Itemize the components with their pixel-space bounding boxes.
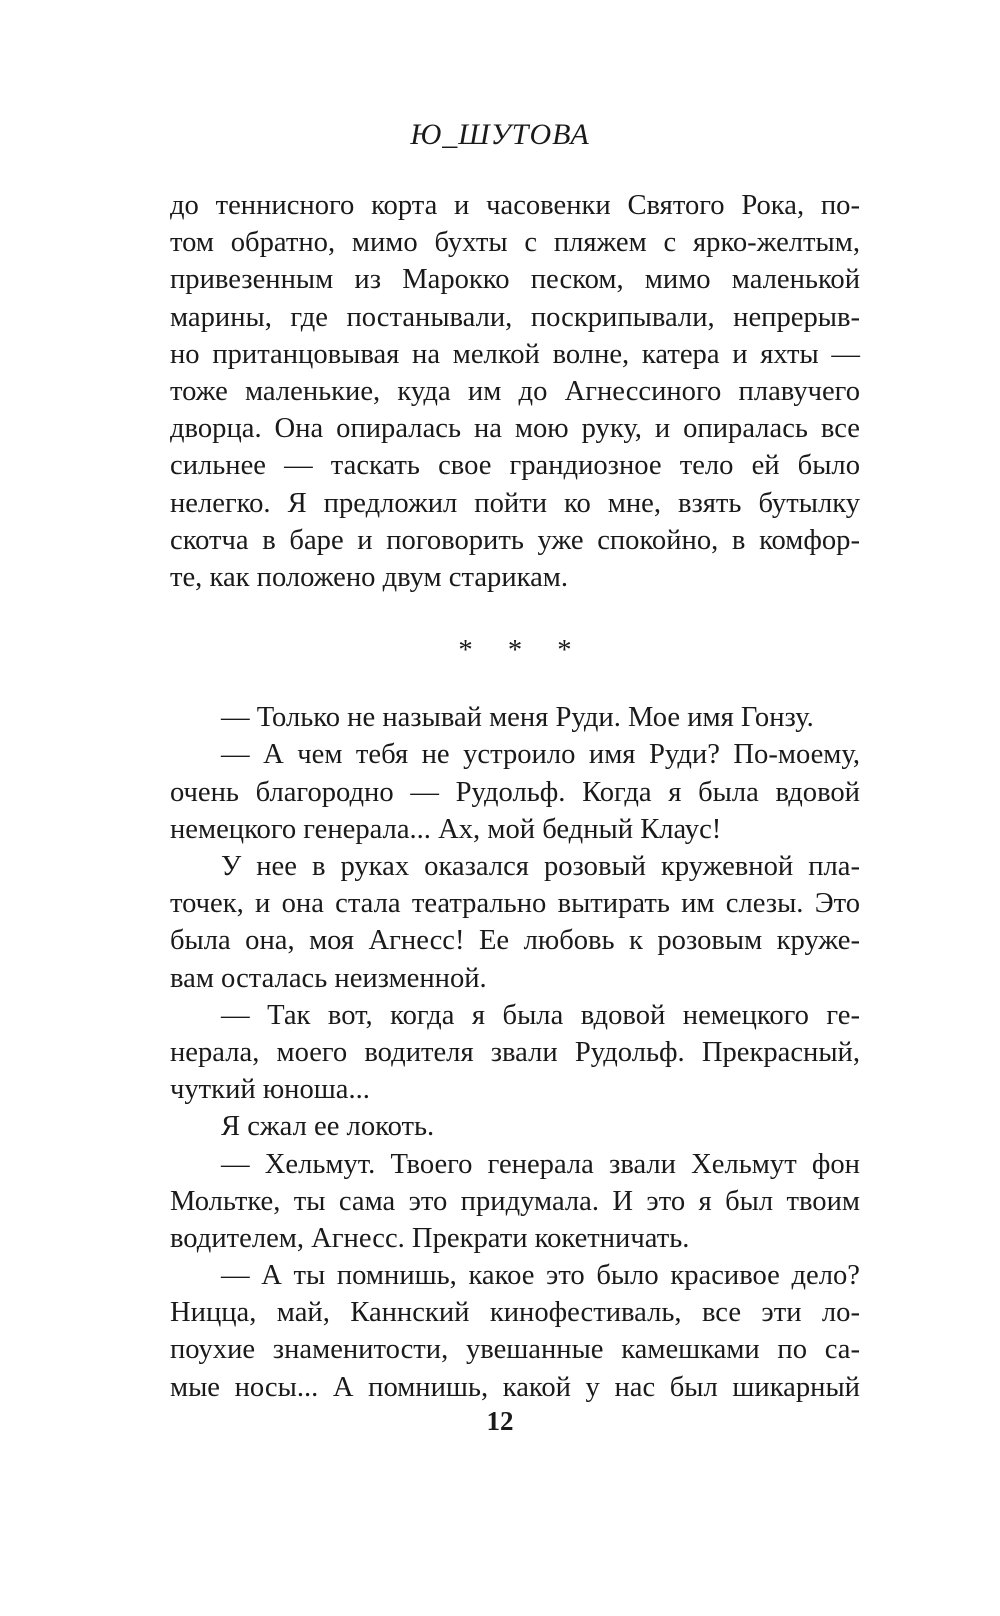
text-line: чуткий юноша... xyxy=(170,1074,370,1106)
text-line: была она, моя Агнесс! Ее любовь к розовым круже- xyxy=(170,925,860,957)
text-line: нелегко. Я предложил пойти ко мне, взять бутылку xyxy=(170,487,860,519)
text-line: водителем, Агнесс. Прекрати кокетничать. xyxy=(170,1222,690,1254)
text-line: тоже маленькие, куда им до Агнессиного плавучего xyxy=(170,375,860,407)
text-line: нерала, моего водителя звали Рудольф. Прекрасный, xyxy=(170,1036,860,1068)
text-line: сильнее — таскать свое грандиозное тело ей было xyxy=(170,450,860,482)
page-number: 12 xyxy=(486,1406,514,1436)
text-line: — Хельмут. Твоего генерала звали Хельмут фон xyxy=(221,1148,860,1180)
text-line: Я сжал ее локоть. xyxy=(221,1111,435,1143)
text-line: привезенным из Марокко песком, мимо маленькой xyxy=(170,264,860,296)
text-line: марины, где постанывали, поскрипывали, непрерыв- xyxy=(170,301,860,333)
text-line: том обратно, мимо бухты с пляжем с ярко-желтым, xyxy=(170,227,860,259)
text-line: но пританцовывая на мелкой волне, катера и яхты — xyxy=(170,338,860,370)
text-line: точек, и она стала театрально вытирать им слезы. Это xyxy=(170,888,860,920)
text-line: те, как положено двум старикам. xyxy=(170,561,569,593)
text-line: скотча в баре и поговорить уже спокойно, в комфор- xyxy=(170,524,860,556)
body-text xyxy=(170,187,860,1406)
text-line: Ницца, май, Каннский кинофестиваль, все эти ло- xyxy=(170,1297,860,1329)
text-line: — Только не называй меня Руди. Мое имя Гонзу. xyxy=(221,702,814,734)
text-line: до теннисного корта и часовенки Святого Рока, по- xyxy=(170,190,860,221)
text-line: немецкого генерала... Ах, мой бедный Клаус! xyxy=(170,813,722,845)
section-separator: * * * xyxy=(458,635,586,667)
text-line: очень благородно — Рудольф. Когда я была вдовой xyxy=(170,776,860,808)
text-line: — А ты помнишь, какое это было красивое дело? xyxy=(221,1260,860,1292)
text-line: вам осталась неизменной. xyxy=(170,962,487,994)
text-line: поухие знаменитости, увешанные камешками по са- xyxy=(170,1334,860,1366)
text-line: У нее в руках оказался розовый кружевной пла- xyxy=(221,851,860,882)
text-line: — А чем тебя не устроило имя Руди? По-моему, xyxy=(221,739,860,771)
text-line: Мольтке, ты сама это придумала. И это я был твоим xyxy=(170,1185,860,1217)
text-line: мые носы... А помнишь, какой у нас был шикарный xyxy=(170,1371,860,1403)
text-line: — Так вот, когда я была вдовой немецкого ге- xyxy=(221,999,860,1031)
text-line: дворца. Она опиралась на мою руку, и опиралась все xyxy=(170,413,860,445)
running-header: Ю_ШУТОВА xyxy=(410,118,590,151)
